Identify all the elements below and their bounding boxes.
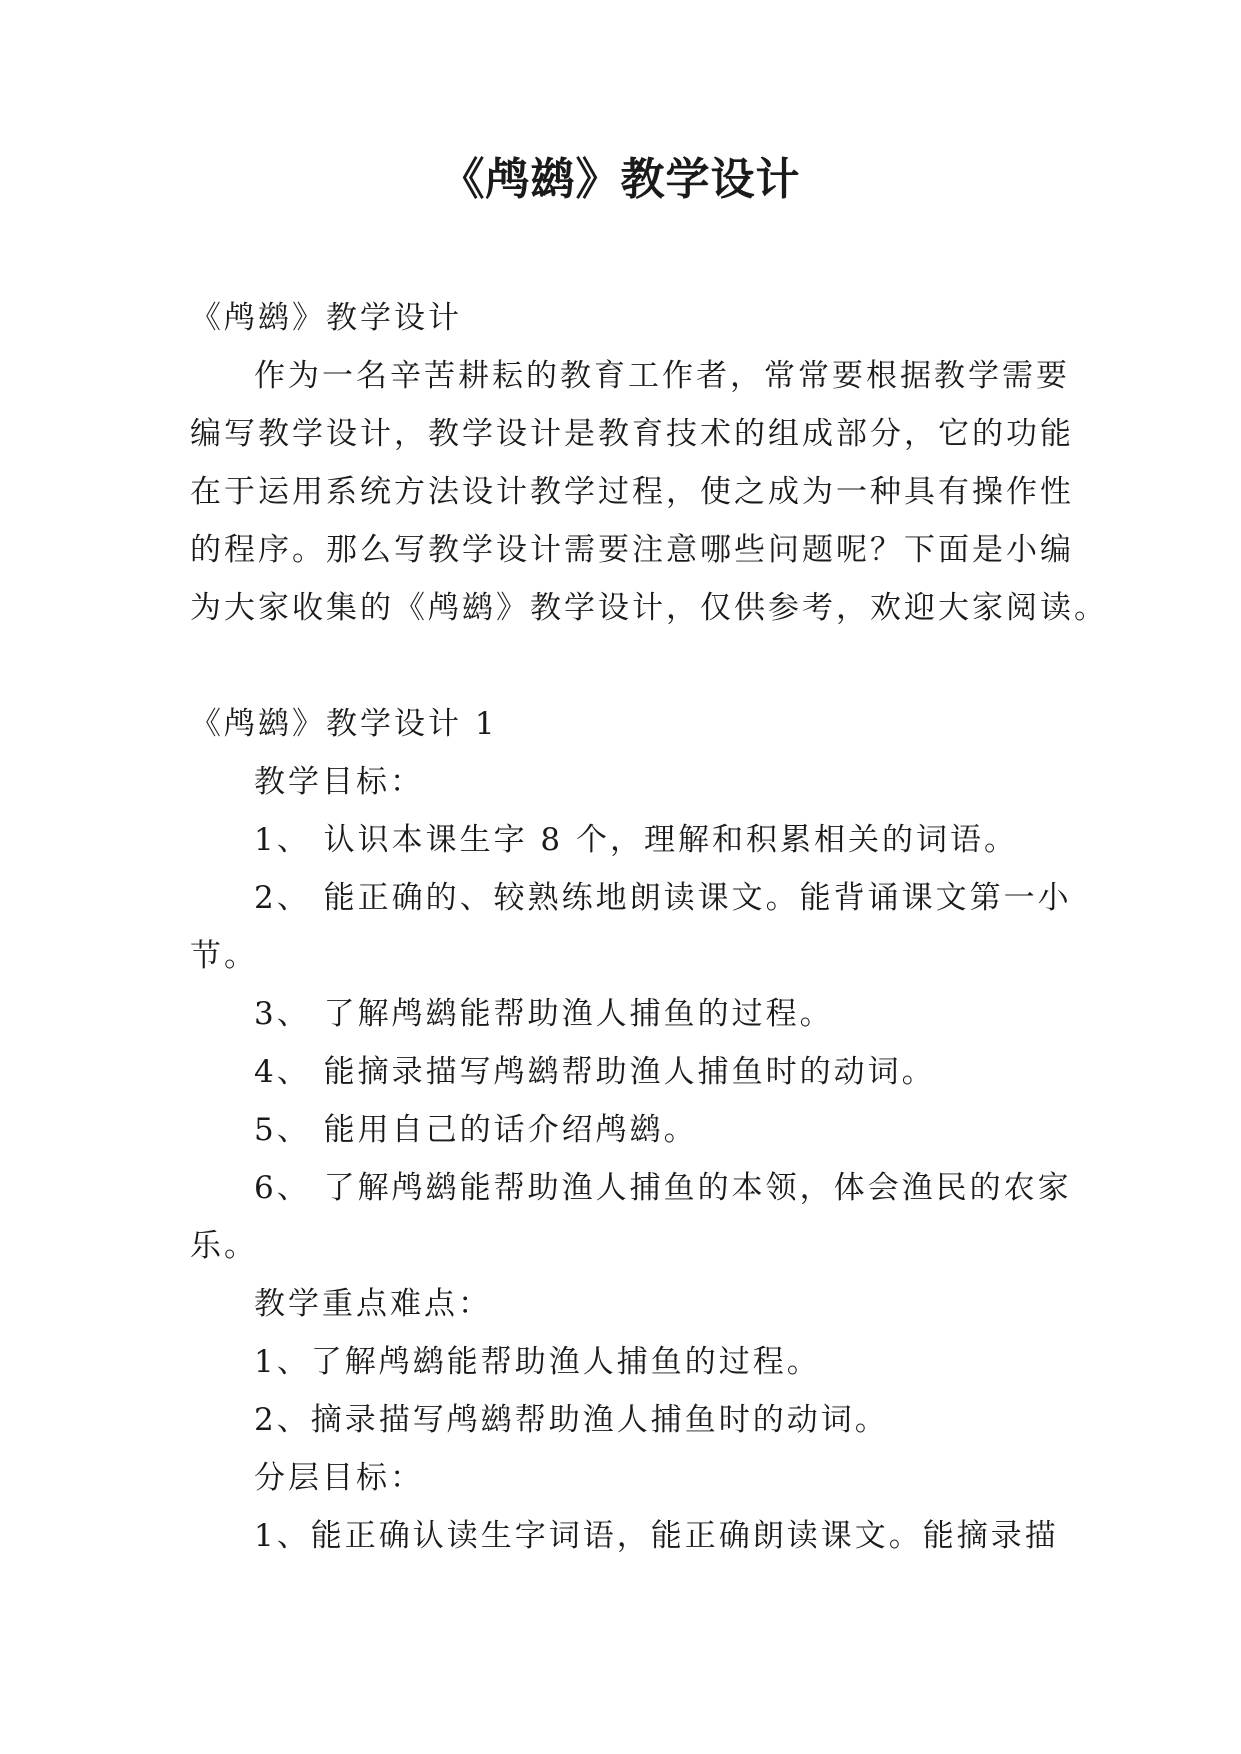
text-line: 1、能正确认读生字词语，能正确朗读课文。能摘录描 (254, 1518, 1059, 1554)
text-line: 5、 能用自己的话介绍鸬鹚。 (254, 1112, 698, 1148)
text-line: 为大家收集的《鸬鹚》教学设计，仅供参考，欢迎大家阅读。 (190, 590, 1108, 626)
text-line: 教学目标： (254, 764, 424, 800)
text-line: 《鸬鹚》教学设计 1 (190, 706, 498, 742)
text-line: 在于运用系统方法设计教学过程，使之成为一种具有操作性 (190, 474, 1074, 510)
text-line: 2、摘录描写鸬鹚帮助渔人捕鱼时的动词。 (254, 1402, 889, 1438)
text-line: 分层目标： (254, 1460, 424, 1496)
document-body (190, 289, 1108, 1565)
text-line: 《鸬鹚》教学设计 (190, 300, 462, 336)
text-line: 2、 能正确的、较熟练地朗读课文。能背诵课文第一小 (254, 880, 1072, 916)
text-line: 乐。 (190, 1228, 258, 1264)
text-line: 6、 了解鸬鹚能帮助渔人捕鱼的本领，体会渔民的农家 (254, 1170, 1072, 1206)
text-line: 1、了解鸬鹚能帮助渔人捕鱼的过程。 (254, 1344, 821, 1380)
text-line: 1、 认识本课生字 8 个，理解和积累相关的词语。 (254, 822, 1019, 858)
text-line: 作为一名辛苦耕耘的教育工作者，常常要根据教学需要 (254, 358, 1070, 394)
blank-line (190, 637, 1050, 695)
text-line: 教学重点难点： (254, 1286, 492, 1322)
text-line: 的程序。那么写教学设计需要注意哪些问题呢？下面是小编 (190, 532, 1074, 568)
text-line: 编写教学设计，教学设计是教育技术的组成部分，它的功能 (190, 416, 1074, 452)
text-line: 节。 (190, 938, 258, 974)
document-title: 《鸬鹚》教学设计 (440, 154, 801, 205)
text-line: 3、 了解鸬鹚能帮助渔人捕鱼的过程。 (254, 996, 834, 1032)
text-line: 4、 能摘录描写鸬鹚帮助渔人捕鱼时的动词。 (254, 1054, 936, 1090)
